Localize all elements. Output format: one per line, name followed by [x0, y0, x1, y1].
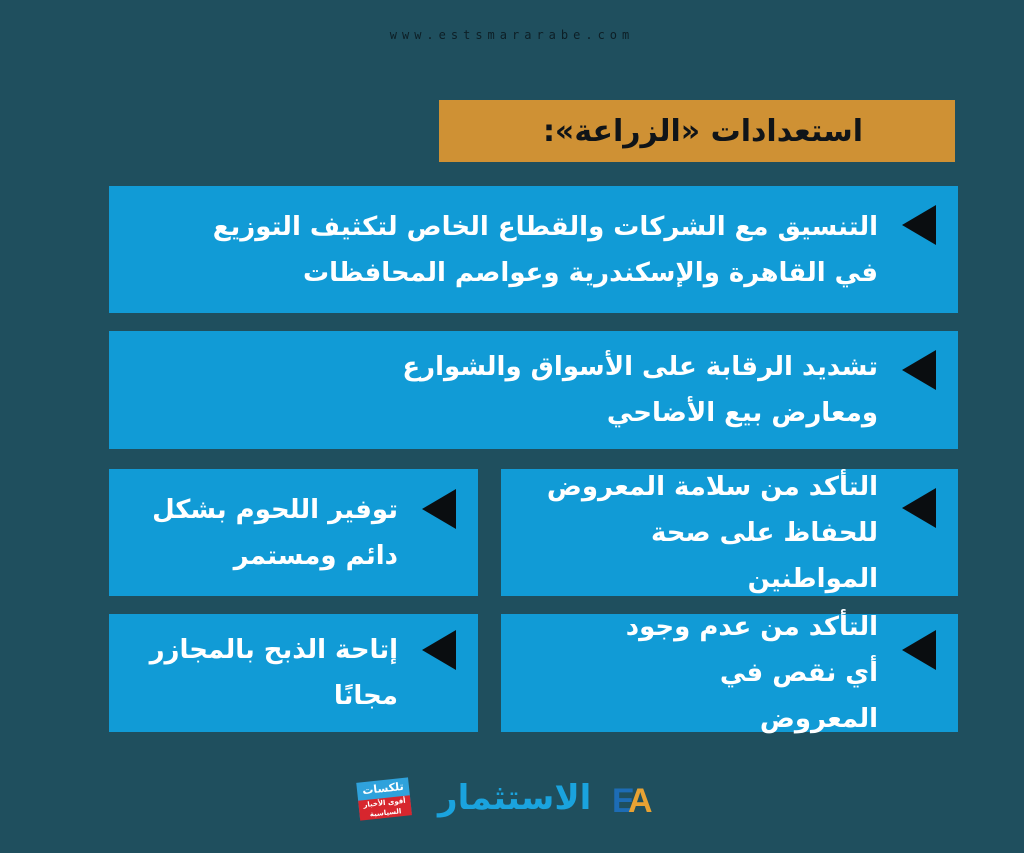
card-text: تشديد الرقابة على الأسواق والشوارع ومعارض بيع الأضاحي [402, 352, 878, 428]
telegraph-logo-tagline: أقوى الأخبار السياسية [358, 795, 412, 820]
triangle-bullet-icon [422, 630, 456, 670]
card-supply-safety [501, 469, 958, 596]
triangle-bullet-icon [902, 630, 936, 670]
istithmar-logo: الاستثمار [438, 778, 592, 818]
page-title: استعدادات «الزراعة»: [542, 113, 863, 149]
card-free-slaughter [109, 614, 478, 732]
card-no-shortage [501, 614, 958, 732]
card-text: التأكد من سلامة المعروض للحفاظ على صحة المواطنين [546, 471, 878, 594]
card-text: إتاحة الذبح بالمجازر مجانًا [149, 635, 398, 711]
triangle-bullet-icon [902, 205, 936, 245]
card-text: توفير اللحوم بشكل دائم ومستمر [152, 494, 398, 571]
website-url: www.estsmararabe.com [389, 28, 635, 42]
triangle-bullet-icon [902, 350, 936, 390]
card-market-control [109, 331, 958, 449]
title-banner [439, 100, 955, 162]
telegraph-logo-name: تلكسات [361, 779, 405, 798]
triangle-bullet-icon [902, 488, 936, 528]
ea-logo: E A [612, 782, 653, 820]
card-meat-supply [109, 469, 478, 596]
card-coordination [109, 186, 958, 313]
card-text: التنسيق مع الشركات والقطاع الخاص لتكثيف التوزيع في القاهرة والإسكندرية وعواصم المحافظات [212, 211, 878, 288]
card-text: التأكد من عدم وجود أي نقص في المعروض [625, 612, 878, 734]
triangle-bullet-icon [422, 489, 456, 529]
footer-logos [0, 770, 1024, 830]
telegraph-logo [356, 777, 411, 818]
